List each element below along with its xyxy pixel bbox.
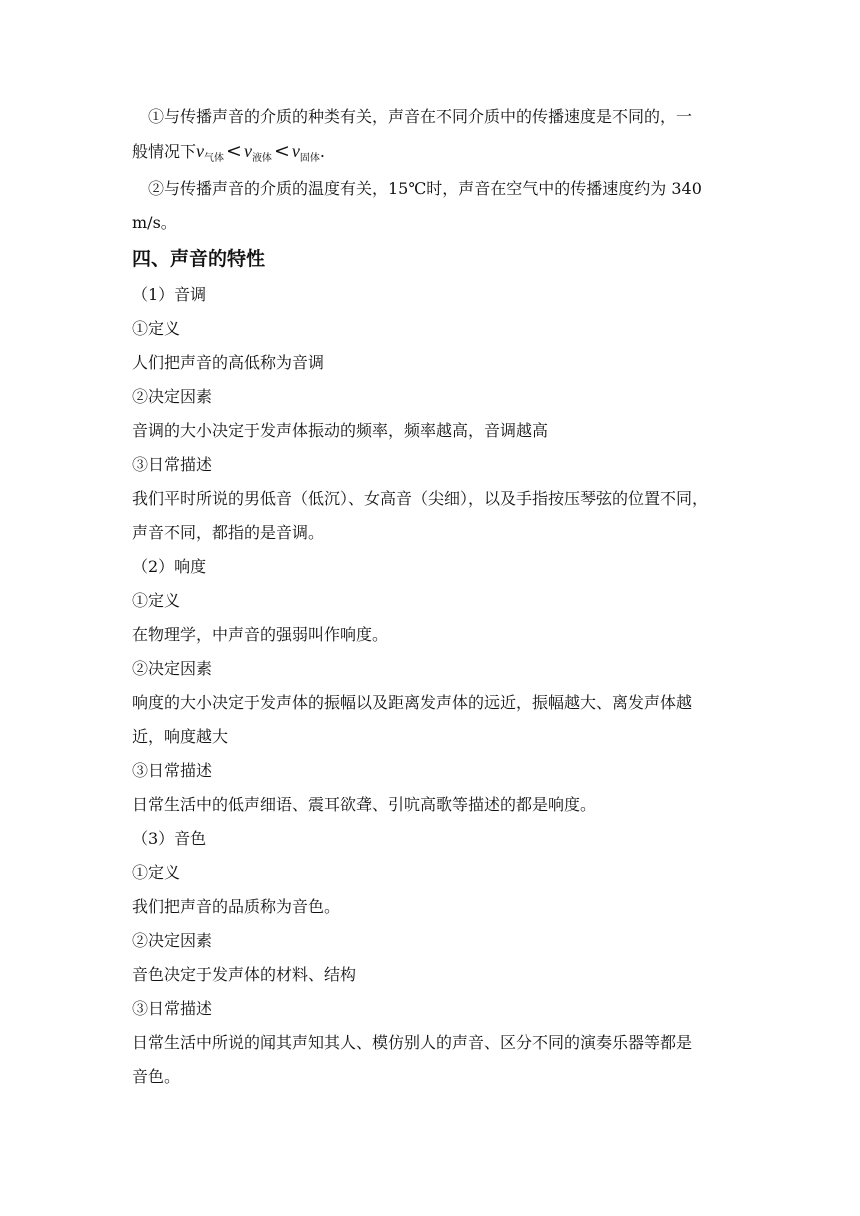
pitch-factor-text: 音调的大小决定于发声体振动的频率，频率越高，音调越高 — [132, 421, 549, 440]
loudness-title: （2）响度 — [132, 557, 207, 576]
pitch-title: （1）音调 — [132, 285, 207, 304]
loudness-definition-text: 在物理学，中声音的强弱叫作响度。 — [132, 625, 389, 644]
pitch-definition-label: ①定义 — [132, 319, 181, 338]
pitch-daily-line-2: 声音不同，都指的是音调。 — [132, 523, 325, 542]
document-page — [132, 100, 732, 1094]
pitch-factor-label: ②决定因素 — [132, 387, 213, 406]
timbre-title: （3）音色 — [132, 829, 207, 848]
timbre-definition-label: ①定义 — [132, 863, 181, 882]
speed-item-2-line-2: m/s。 — [132, 213, 177, 232]
velocity-liquid-symbol: v — [243, 141, 252, 161]
timbre-definition-text: 我们把声音的品质称为音色。 — [132, 897, 341, 916]
timbre-daily-line-2: 音色。 — [132, 1067, 181, 1086]
velocity-gas-symbol: v — [196, 141, 205, 161]
timbre-daily-label: ③日常描述 — [132, 999, 213, 1018]
loudness-daily-text: 日常生活中的低声细语、震耳欲聋、引吭高歌等描述的都是响度。 — [132, 795, 597, 814]
timbre-factor-label: ②决定因素 — [132, 931, 213, 950]
section-heading: 四、声音的特性 — [132, 248, 266, 270]
loudness-factor-line-2: 近，响度越大 — [132, 727, 229, 746]
velocity-solid-symbol: v — [291, 141, 300, 161]
subscript-solid: 固体 — [299, 153, 320, 164]
less-than-sign-2: < — [273, 140, 290, 162]
subscript-gas: 气体 — [204, 153, 225, 164]
subscript-liquid: 液体 — [251, 153, 272, 164]
speed-item-1-line-1: ①与传播声音的介质的种类有关，声音在不同介质中的传播速度是不同的，一 — [148, 107, 693, 126]
loudness-daily-label: ③日常描述 — [132, 761, 213, 780]
loudness-factor-line-1: 响度的大小决定于发声体的振幅以及距离发声体的远近，振幅越大、离发声体越 — [132, 693, 693, 712]
speed-item-2-line-1: ②与传播声音的介质的温度有关，15℃时，声音在空气中的传播速度约为 340 — [148, 179, 702, 198]
less-than-sign-1: < — [226, 140, 242, 162]
sentence-end: . — [319, 142, 325, 161]
pitch-daily-line-1: 我们平时所说的男低音（低沉）、女高音（尖细），以及手指按压琴弦的位置不同， — [132, 489, 709, 508]
speed-item-1-line-2 — [132, 134, 732, 172]
timbre-factor-text: 音色决定于发声体的材料、结构 — [132, 965, 357, 984]
loudness-factor-label: ②决定因素 — [132, 659, 213, 678]
pitch-daily-label: ③日常描述 — [132, 455, 213, 474]
timbre-daily-line-1: 日常生活中所说的闻其声知其人、模仿别人的声音、区分不同的演奏乐器等都是 — [132, 1033, 693, 1052]
loudness-definition-label: ①定义 — [132, 591, 181, 610]
pitch-definition-text: 人们把声音的高低称为音调 — [132, 353, 325, 372]
speed-line-prefix: 般情况下 — [132, 142, 197, 161]
